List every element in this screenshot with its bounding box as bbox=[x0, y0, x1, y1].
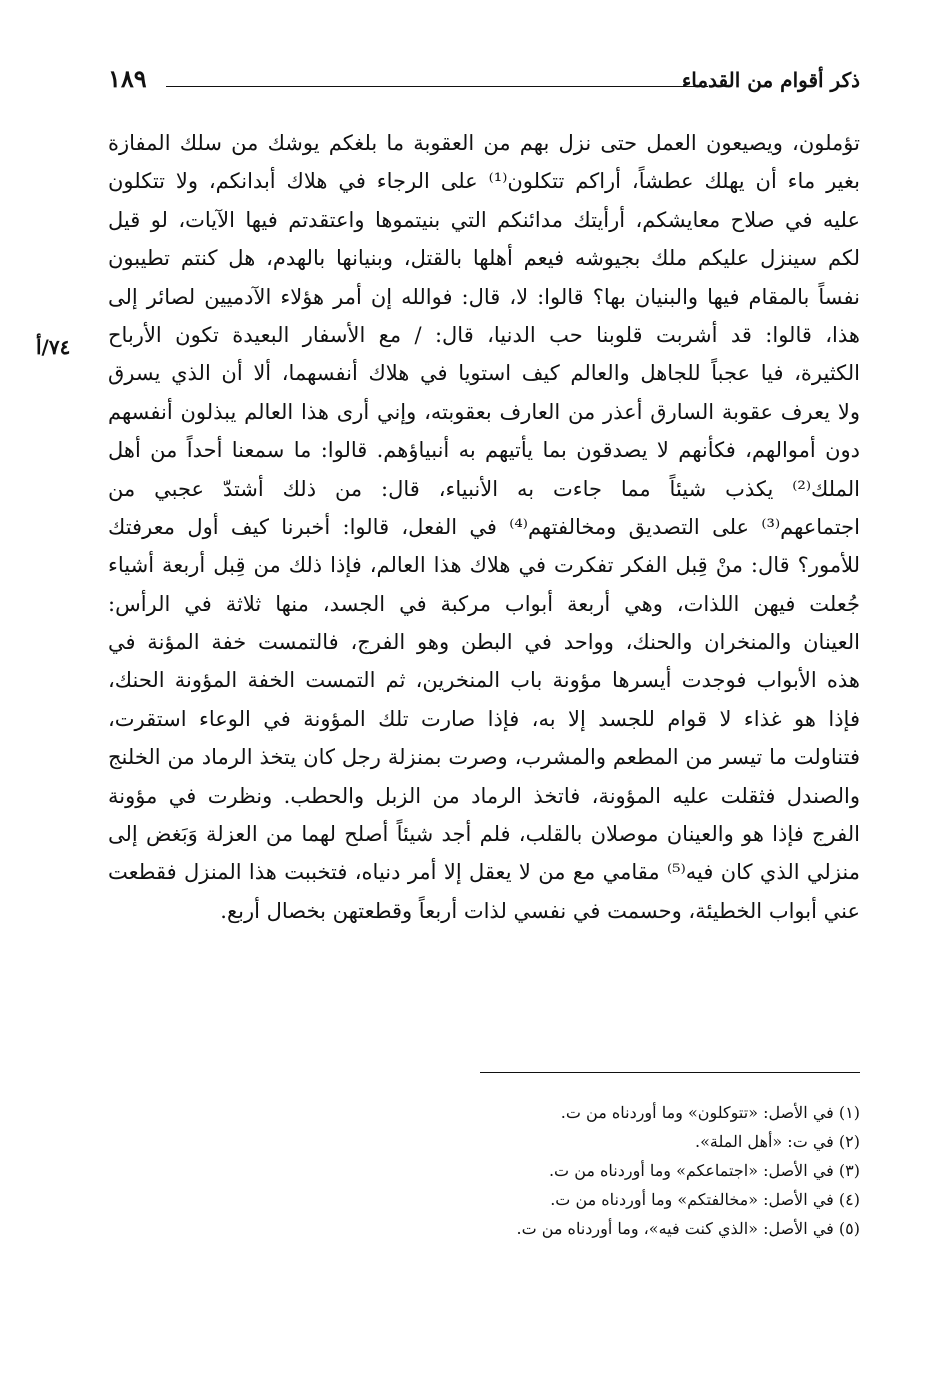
text-line: الفرج فإذا هو والعينان موصلان بالقلب، فلم أجد شيئاً أصلح لهما من العزلة وَبَغض إلى bbox=[108, 822, 860, 847]
text-line: عليه في صلاح معايشكم، أرأيتك مدائنكم التي بنيتموها واعتقدتم فيها الآيات، لو قيل bbox=[108, 207, 860, 232]
footnote-separator bbox=[480, 1072, 860, 1073]
text-line: لكم سينزل عليكم ملك بجيوشه فيعم أهلها بالقتل، وبنيانها بالهدم، هل كنتم تطيبون bbox=[108, 246, 860, 271]
text-line: منزلي الذي كان فيه⁽⁵⁾ مقامي مع من لا يعقل إلا أمر دنياه، فتخببت هذا المنزل فقطعت bbox=[108, 860, 860, 885]
text-line: نفساً بالمقام فيها والبنيان بها؟ قالوا: لا، قال: فوالله إن أمر هؤلاء الآدميين لصائر إلى bbox=[108, 284, 860, 309]
chapter-title: ذكر أقوام من القدماء bbox=[681, 68, 860, 92]
footnote: (٣) في الأصل: «اجتماعكم» وما أوردناه من ت. bbox=[548, 1161, 860, 1180]
text-line: هذا، قالوا: قد أشربت قلوبنا حب الدنيا، قال: / مع الأسفار البعيدة تكون الأرباح bbox=[108, 322, 860, 347]
text-line: دون أموالهم، فكأنهم لا يصدقون بما يأتيهم به أنبياؤهم. قالوا: ما سمعنا أحداً من أهل bbox=[108, 438, 860, 463]
text-line: الملك⁽²⁾ يكذب شيئاً مما جاءت به الأنبياء، قال: من ذلك أشتدّ عجبي من bbox=[108, 476, 860, 501]
manuscript-folio-marker: ٧٤/أ bbox=[36, 335, 71, 359]
text-line: الكثيرة، فيا عجباً للجاهل والعالم كيف استويا في هلاك أنفسهما، ألا أن الذي يسرق bbox=[108, 361, 860, 386]
text-line: فتناولت ما تيسر من المطعم والمشرب، وصرت بمنزلة رجل كان يتخذ الرماد من الخلنج bbox=[108, 745, 860, 770]
footnote: (٥) في الأصل: «الذي كنت فيه»، وما أوردناه من ت. bbox=[516, 1219, 860, 1238]
text-line: بغير ماء أن يهلك عطشاً، أراكم تتكلون⁽¹⁾ على الرجاء في هلاك أبدانكم، ولا تتكلون bbox=[108, 169, 860, 194]
footnote: (٤) في الأصل: «مخالفتكم» وما أوردناه من ت. bbox=[550, 1190, 860, 1209]
footnote: (١) في الأصل: «تتوكلون» وما أوردناه من ت. bbox=[560, 1103, 860, 1122]
text-line: والصندل فثقلت عليه المؤونة، فاتخذ الرماد من الزبل والحطب. ونظرت في مؤونة bbox=[108, 783, 860, 808]
text-line: فإذا هو غذاء لا قوام للجسد إلا به، فإذا صارت تلك المؤونة في الوعاء استقرت، bbox=[108, 706, 860, 731]
footnote: (٢) في ت: «أهل الملة». bbox=[695, 1132, 860, 1151]
text-line: للأمور؟ قال: منْ قِبل الفكر تفكرت في هلاك هذا العالم، فإذا ذلك من قِبل أربعة أشياء bbox=[108, 553, 860, 578]
running-header bbox=[108, 64, 860, 104]
footnotes bbox=[108, 1098, 860, 1243]
text-line: العينان والمنخران والحنك، وواحد في البطن وهو الفرج، فالتمست خفة المؤنة في bbox=[108, 630, 860, 655]
text-line: ولا يعرف عقوبة السارق أعذر من العارف بعقوبته، وإني أرى هذا العالم يبذلون أنفسهم bbox=[108, 399, 860, 424]
page-number: ١٨٩ bbox=[108, 64, 147, 93]
text-line: جُعلت فيهن اللذات، وهي أربعة أبواب مركبة في الجسد، منها ثلاثة في الرأس: bbox=[108, 591, 860, 616]
text-line: هذه الأبواب فوجدت أيسرها مؤونة باب المنخرين، ثم التمست الخفة المؤونة الحنك، bbox=[108, 668, 860, 693]
text-line: اجتماعهم⁽³⁾ على التصديق ومخالفتهم⁽⁴⁾ في الفعل، قالوا: أخبرنا كيف أول معرفتك bbox=[108, 514, 860, 539]
main-text bbox=[108, 124, 860, 930]
text-line: تؤملون، ويصيعون العمل حتى نزل بهم من العقوبة ما بلغكم يوشك من سلك المفازة bbox=[108, 131, 860, 155]
text-line: عني أبواب الخطيئة، وحسمت في نفسي لذات أربعاً وقطعتهن بخصال أربع. bbox=[220, 898, 860, 923]
header-rule bbox=[166, 86, 708, 87]
